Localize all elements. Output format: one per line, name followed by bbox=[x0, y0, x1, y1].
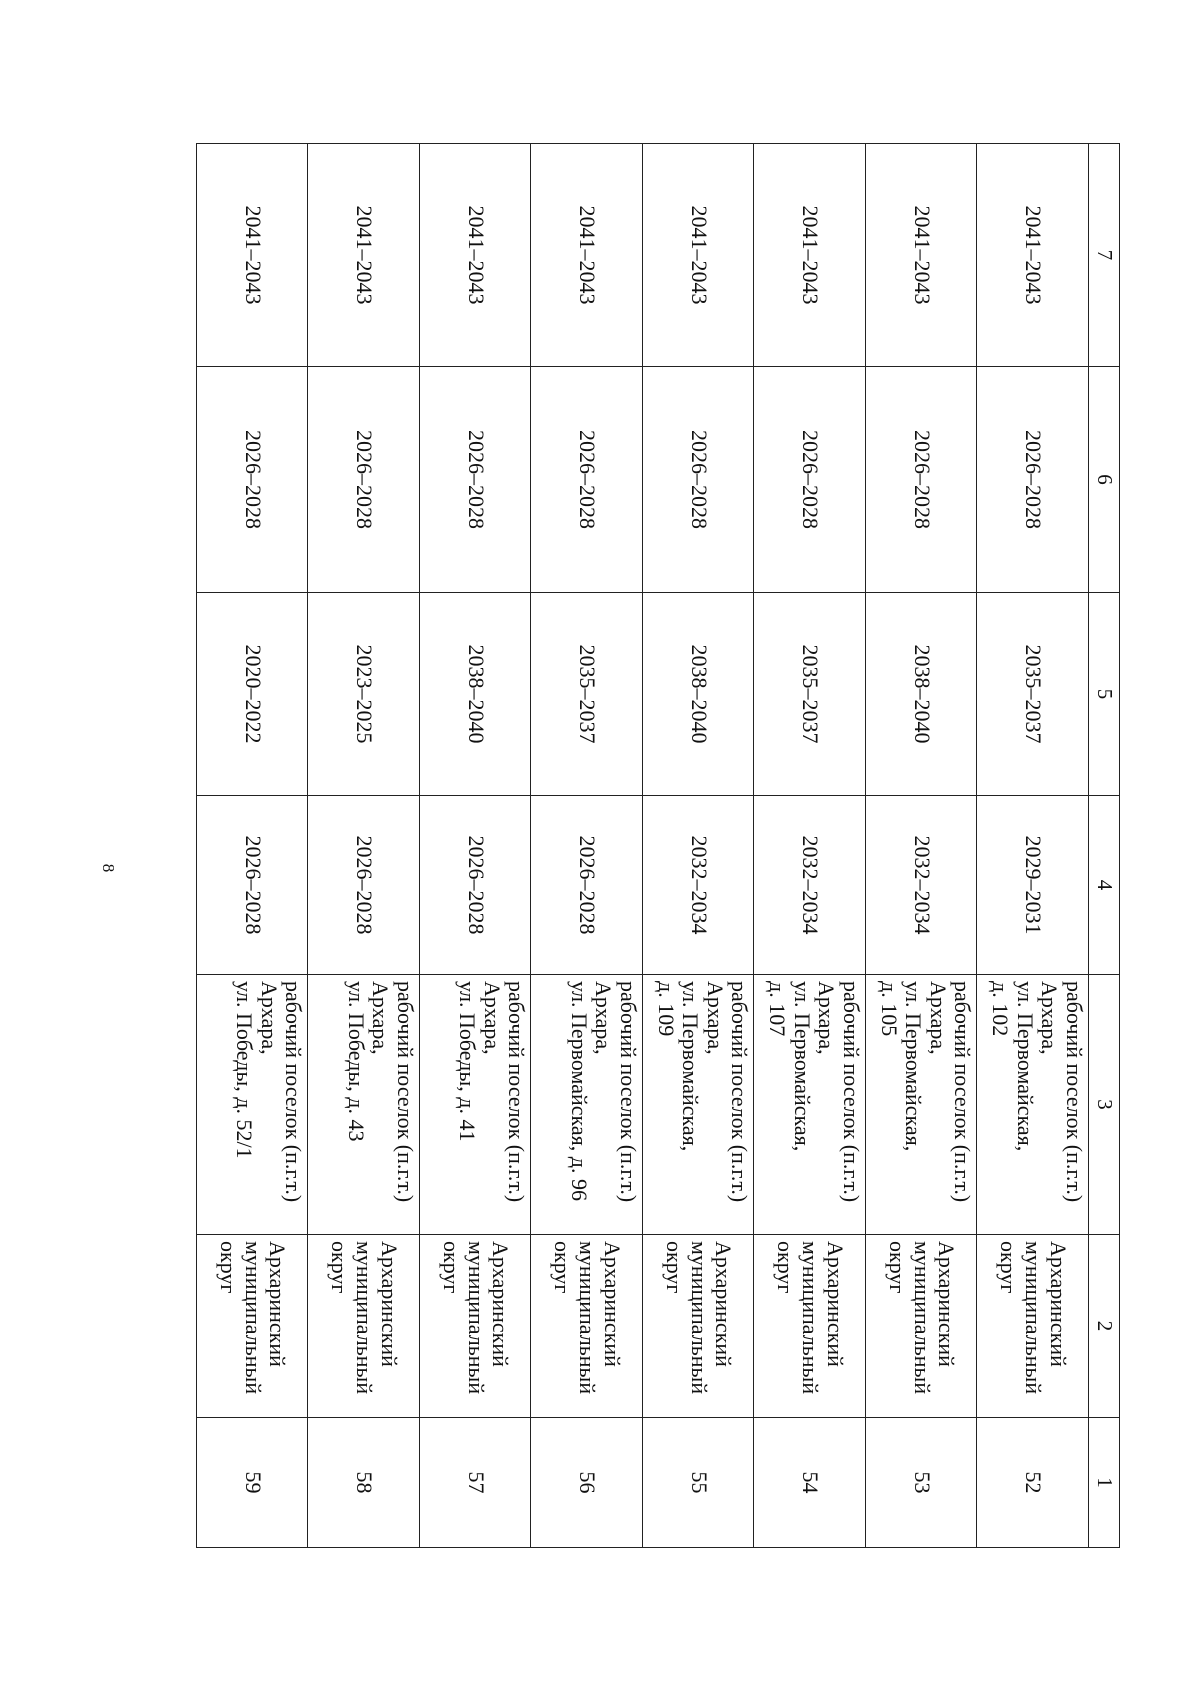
address-line: Архара, bbox=[1037, 981, 1063, 1055]
cell-address bbox=[866, 975, 978, 1235]
district-line: Архаринский bbox=[822, 1241, 848, 1367]
address-line: рабочий поселок (п.г.т.) bbox=[281, 981, 307, 1203]
address-line: ул. Первомайская, bbox=[789, 981, 815, 1152]
cell-col7: 2041–2043 bbox=[308, 144, 420, 367]
address-line: рабочий поселок (п.г.т.) bbox=[616, 981, 641, 1203]
table-rotator bbox=[196, 143, 1120, 1547]
table-row bbox=[754, 144, 866, 1548]
cell-address bbox=[308, 975, 420, 1235]
cell-col4: 2032–2034 bbox=[866, 796, 978, 975]
district-line: Архаринский bbox=[376, 1241, 402, 1367]
cell-row-number: 56 bbox=[531, 1418, 643, 1548]
district-line: муниципальный bbox=[909, 1241, 935, 1395]
district-line: округ bbox=[996, 1241, 1022, 1294]
address-line: Архара, bbox=[368, 981, 394, 1055]
address-line: д. 109 bbox=[653, 981, 679, 1037]
address-line: рабочий поселок (п.г.т.) bbox=[950, 981, 976, 1203]
cell-col6: 2026–2028 bbox=[308, 367, 420, 593]
cell-col5: 2035–2037 bbox=[754, 593, 866, 796]
cell-col5: 2035–2037 bbox=[977, 593, 1089, 796]
table-row bbox=[643, 144, 755, 1548]
cell-col4: 2032–2034 bbox=[643, 796, 755, 975]
district-line: округ bbox=[661, 1241, 687, 1294]
cell-district bbox=[531, 1235, 643, 1418]
table-row bbox=[420, 144, 532, 1548]
address-line: д. 102 bbox=[988, 981, 1014, 1037]
table-row bbox=[531, 144, 643, 1548]
cell-col6: 2026–2028 bbox=[531, 367, 643, 593]
address-line: д. 107 bbox=[765, 981, 791, 1037]
cell-district bbox=[866, 1235, 978, 1418]
district-line: округ bbox=[550, 1241, 576, 1294]
address-line: Архара, bbox=[925, 981, 951, 1055]
header-col-4: 4 bbox=[1089, 796, 1120, 975]
cell-col7: 2041–2043 bbox=[977, 144, 1089, 367]
district-line: Архаринский bbox=[599, 1241, 625, 1367]
address-line: рабочий поселок (п.г.т.) bbox=[839, 981, 864, 1203]
address-line: ул. Первомайская, bbox=[678, 981, 704, 1152]
cell-col4: 2032–2034 bbox=[754, 796, 866, 975]
cell-row-number: 57 bbox=[420, 1418, 532, 1548]
page-number: 8 bbox=[99, 863, 118, 873]
district-line: муниципальный bbox=[352, 1241, 378, 1395]
header-row bbox=[1089, 144, 1120, 1548]
cell-district bbox=[308, 1235, 420, 1418]
cell-col7: 2041–2043 bbox=[531, 144, 643, 367]
address-line: ул. Победы, д. 52/1 bbox=[232, 981, 258, 1159]
cell-col6: 2026–2028 bbox=[197, 367, 309, 593]
cell-address bbox=[977, 975, 1089, 1235]
cell-row-number: 58 bbox=[308, 1418, 420, 1548]
cell-col7: 2041–2043 bbox=[754, 144, 866, 367]
district-line: округ bbox=[884, 1241, 910, 1294]
table-row bbox=[866, 144, 978, 1548]
cell-col6: 2026–2028 bbox=[643, 367, 755, 593]
cell-col5: 2038–2040 bbox=[643, 593, 755, 796]
cell-col5: 2035–2037 bbox=[531, 593, 643, 796]
cell-col4: 2026–2028 bbox=[197, 796, 309, 975]
district-line: муниципальный bbox=[463, 1241, 489, 1395]
cell-col4: 2029–2031 bbox=[977, 796, 1089, 975]
address-line: Архара, bbox=[814, 981, 840, 1055]
cell-col7: 2041–2043 bbox=[420, 144, 532, 367]
address-line: Архара, bbox=[702, 981, 728, 1055]
cell-col4: 2026–2028 bbox=[531, 796, 643, 975]
cell-district bbox=[977, 1235, 1089, 1418]
address-line: ул. Первомайская, д. 96 bbox=[566, 981, 592, 1201]
address-line: Архара, bbox=[591, 981, 617, 1055]
cell-col7: 2041–2043 bbox=[866, 144, 978, 367]
cell-col4: 2026–2028 bbox=[308, 796, 420, 975]
cell-col6: 2026–2028 bbox=[420, 367, 532, 593]
address-line: рабочий поселок (п.г.т.) bbox=[393, 981, 418, 1203]
cell-col6: 2026–2028 bbox=[866, 367, 978, 593]
address-line: рабочий поселок (п.г.т.) bbox=[1062, 981, 1087, 1203]
cell-row-number: 55 bbox=[643, 1418, 755, 1548]
cell-address bbox=[197, 975, 309, 1235]
address-line: рабочий поселок (п.г.т.) bbox=[727, 981, 753, 1203]
cell-address bbox=[754, 975, 866, 1235]
header-col-7: 7 bbox=[1089, 144, 1120, 367]
cell-col5: 2023–2025 bbox=[308, 593, 420, 796]
schedule-table bbox=[196, 143, 1120, 1548]
address-line: рабочий поселок (п.г.т.) bbox=[504, 981, 530, 1203]
cell-col7: 2041–2043 bbox=[643, 144, 755, 367]
cell-row-number: 59 bbox=[197, 1418, 309, 1548]
address-line: Архара, bbox=[479, 981, 505, 1055]
district-line: муниципальный bbox=[1021, 1241, 1047, 1395]
cell-row-number: 53 bbox=[866, 1418, 978, 1548]
address-line: ул. Первомайская, bbox=[901, 981, 927, 1152]
cell-address bbox=[643, 975, 755, 1235]
table-row bbox=[197, 144, 309, 1548]
header-col-5: 5 bbox=[1089, 593, 1120, 796]
cell-district bbox=[643, 1235, 755, 1418]
header-col-3: 3 bbox=[1089, 975, 1120, 1235]
cell-district bbox=[420, 1235, 532, 1418]
district-line: Архаринский bbox=[934, 1241, 960, 1367]
district-line: Архаринский bbox=[265, 1241, 291, 1367]
table-row bbox=[308, 144, 420, 1548]
cell-col5: 2038–2040 bbox=[866, 593, 978, 796]
district-line: муниципальный bbox=[240, 1241, 266, 1395]
header-col-6: 6 bbox=[1089, 367, 1120, 593]
table-area bbox=[196, 143, 1120, 1547]
district-line: Архаринский bbox=[488, 1241, 514, 1367]
district-line: Архаринский bbox=[711, 1241, 737, 1367]
cell-address bbox=[420, 975, 532, 1235]
cell-col6: 2026–2028 bbox=[977, 367, 1089, 593]
district-line: округ bbox=[773, 1241, 799, 1294]
district-line: муниципальный bbox=[686, 1241, 712, 1395]
header-col-2: 2 bbox=[1089, 1235, 1120, 1418]
address-line: ул. Победы, д. 43 bbox=[343, 981, 369, 1142]
table-row bbox=[977, 144, 1089, 1548]
district-line: округ bbox=[327, 1241, 353, 1294]
cell-district bbox=[197, 1235, 309, 1418]
cell-col5: 2020–2022 bbox=[197, 593, 309, 796]
district-line: муниципальный bbox=[575, 1241, 601, 1395]
cell-address bbox=[531, 975, 643, 1235]
cell-district bbox=[754, 1235, 866, 1418]
header-col-1: 1 bbox=[1089, 1418, 1120, 1548]
cell-col4: 2026–2028 bbox=[420, 796, 532, 975]
address-line: ул. Первомайская, bbox=[1012, 981, 1038, 1152]
address-line: д. 105 bbox=[876, 981, 902, 1037]
cell-col5: 2038–2040 bbox=[420, 593, 532, 796]
district-line: округ bbox=[215, 1241, 241, 1294]
cell-col7: 2041–2043 bbox=[197, 144, 309, 367]
address-line: ул. Победы, д. 41 bbox=[455, 981, 481, 1142]
district-line: округ bbox=[438, 1241, 464, 1294]
cell-row-number: 52 bbox=[977, 1418, 1089, 1548]
address-line: Архара, bbox=[256, 981, 282, 1055]
cell-col6: 2026–2028 bbox=[754, 367, 866, 593]
district-line: Архаринский bbox=[1045, 1241, 1071, 1367]
district-line: муниципальный bbox=[798, 1241, 824, 1395]
cell-row-number: 54 bbox=[754, 1418, 866, 1548]
